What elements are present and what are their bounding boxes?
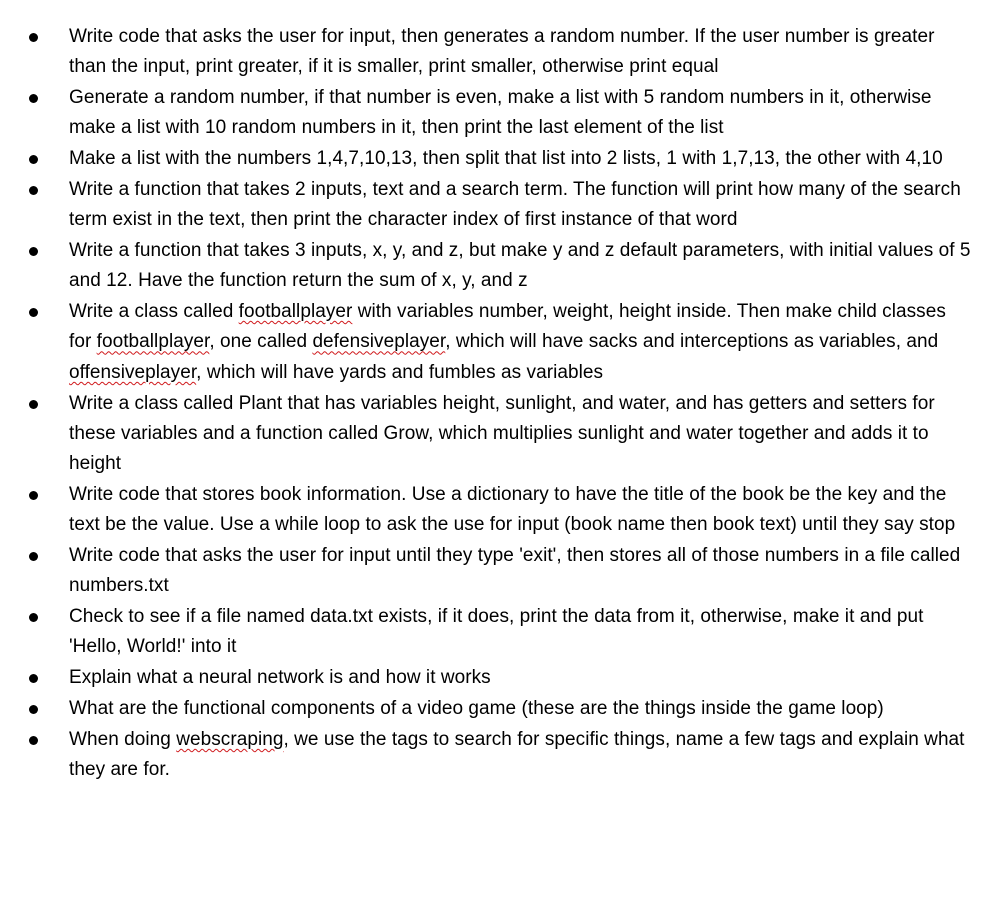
text-segment: , which will have sacks and interceptions as variables, and	[445, 331, 939, 353]
list-item	[0, 480, 1002, 541]
list-item-text	[69, 694, 972, 724]
bullet-icon	[29, 155, 38, 164]
text-segment: , we use the tags to search for specific things, name a few tags and explain what they are for.	[69, 728, 965, 781]
bullet-icon	[29, 613, 38, 622]
list-item	[0, 144, 1002, 174]
list-item-text	[69, 297, 972, 388]
list-item-text	[69, 480, 972, 541]
text-segment: Make a list with the numbers 1,4,7,10,13, then split that list into 2 lists, 1 with 1,7,13, the other with 4,10	[69, 148, 943, 170]
text-segment: When doing	[69, 728, 177, 750]
spellcheck-flagged-word[interactable]: webscraping	[176, 728, 284, 750]
bullet-icon	[29, 736, 38, 745]
list-item-text	[69, 541, 972, 602]
bullet-icon	[29, 491, 38, 500]
spellcheck-flagged-word[interactable]: footballplayer	[238, 301, 353, 323]
list-item-text	[69, 389, 972, 480]
list-item	[0, 541, 1002, 602]
list-item	[0, 725, 1002, 786]
text-segment: Write a function that takes 3 inputs, x, y, and z, but make y and z default parameters, with initial values of 5 and 12. Have the function return the sum of x, y, and z	[69, 240, 971, 292]
list-item	[0, 389, 1002, 480]
bullet-icon	[29, 94, 38, 103]
text-segment: Explain what a neural network is and how it works	[69, 667, 491, 689]
list-item-text	[69, 236, 972, 297]
list-item-text	[69, 144, 972, 174]
list-item	[0, 602, 1002, 663]
text-segment: Check to see if a file named data.txt exists, if it does, print the data from it, otherwise, make it and put 'Hello, World!' into it	[69, 606, 924, 658]
bullet-icon	[29, 308, 38, 317]
bullet-icon	[29, 186, 38, 195]
list-item-text	[69, 22, 972, 83]
bullet-icon	[29, 674, 38, 683]
spellcheck-flagged-word[interactable]: defensiveplayer	[312, 331, 446, 353]
bullet-list	[0, 22, 1002, 786]
bullet-icon	[29, 33, 38, 42]
list-item	[0, 22, 1002, 83]
spellcheck-flagged-word[interactable]: offensiveplayer	[69, 361, 197, 383]
text-segment: , one called	[209, 331, 313, 353]
text-segment: with variables number, weight, height inside. Then make child classes for	[69, 301, 946, 353]
text-segment: , which will have yards and fumbles as variables	[196, 361, 604, 383]
list-item-text	[69, 83, 972, 144]
list-item	[0, 663, 1002, 693]
text-segment: Write code that stores book information. Use a dictionary to have the title of the book be the key and the text be the value. Use a while loop to ask the use for input (book name then book text) until they say stop	[69, 483, 956, 536]
text-segment: Write a function that takes 2 inputs, text and a search term. The function will print how many of the search term exist in the text, then print the character index of first instance of that word	[69, 178, 961, 231]
text-segment: Write a class called Plant that has variables height, sunlight, and water, and has getters and setters for these variables and a function called Grow, which multiplies sunlight and water together and adds it to height	[69, 392, 935, 475]
text-segment: Generate a random number, if that number is even, make a list with 5 random numbers in it, otherwise make a list with 10 random numbers in it, then print the last element of the list	[69, 87, 932, 139]
bullet-icon	[29, 552, 38, 561]
list-item	[0, 236, 1002, 297]
text-segment: Write code that asks the user for input, then generates a random number. If the user number is greater than the input, print greater, if it is smaller, print smaller, otherwise print equal	[69, 26, 935, 78]
list-item	[0, 83, 1002, 144]
list-item-text	[69, 602, 972, 663]
list-item	[0, 175, 1002, 236]
text-segment: What are the functional components of a video game (these are the things inside the game loop)	[69, 698, 884, 720]
bullet-icon	[29, 247, 38, 256]
bullet-icon	[29, 400, 38, 409]
list-item-text	[69, 175, 972, 236]
text-segment: Write a class called	[69, 301, 239, 323]
list-item	[0, 694, 1002, 724]
list-item-text	[69, 725, 972, 786]
text-segment: Write code that asks the user for input until they type 'exit', then stores all of those numbers in a file called numbers.txt	[69, 545, 961, 597]
spellcheck-flagged-word[interactable]: footballplayer	[96, 331, 210, 353]
bullet-icon	[29, 705, 38, 714]
list-item	[0, 297, 1002, 388]
list-item-text	[69, 663, 972, 693]
